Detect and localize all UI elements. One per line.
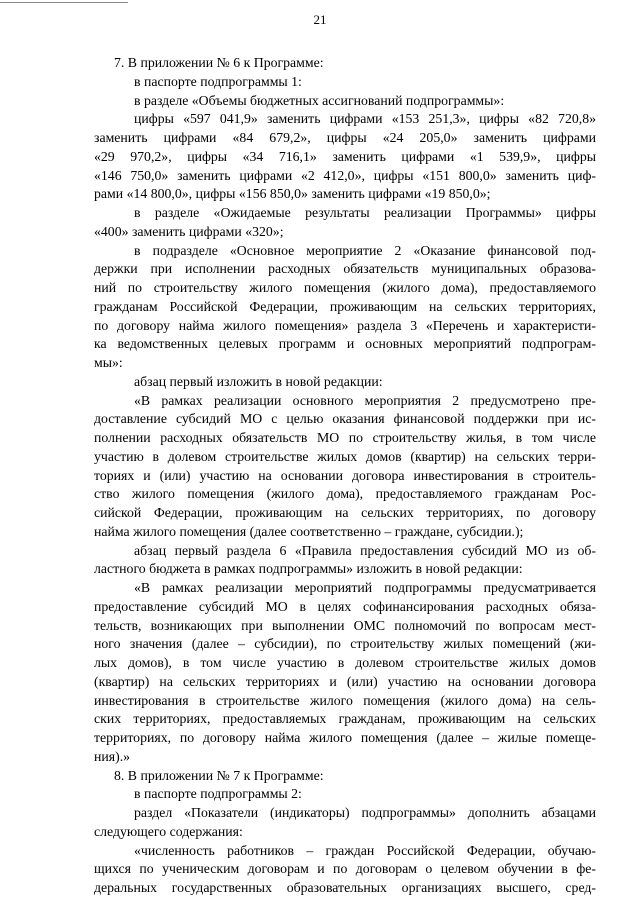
text-line: держки при исполнении расходных обязательств муниципальных образова- bbox=[94, 261, 596, 277]
text-line: абзац первый изложить в новой редакции: bbox=[134, 373, 383, 389]
text-line: инвестирования в строительстве жилого помещения (жилого дома) на сель- bbox=[94, 692, 596, 708]
text-line: рами «14 800,0», цифры «156 850,0» заменить цифрами «19 850,0»; bbox=[94, 186, 491, 202]
text-line: «146 750,0» заменить цифрами «2 412,0», цифры «151 800,0» заменить циф- bbox=[94, 167, 596, 183]
text-line: «В рамках реализации мероприятий подпрограммы предусматривается bbox=[134, 580, 596, 595]
text-line: ство жилого помещения (жилого дома), предоставляемого гражданам Рос- bbox=[94, 486, 596, 502]
text-line: сийской Федерации, проживающим на сельских территориях, по договору bbox=[94, 505, 596, 520]
text-line: предоставление субсидий МО в целях софинансирования расходных обяза- bbox=[94, 598, 596, 614]
top-left-rule bbox=[0, 2, 128, 3]
text-line: гражданам Российской Федерации, проживающим на сельских территориях, bbox=[94, 298, 596, 314]
text-line: ний по строительству жилого помещения (жилого дома), предоставляемого bbox=[94, 280, 596, 295]
text-line: деральных государственных образовательных организациях высшего, сред- bbox=[94, 880, 596, 895]
text-line: ских территориях, предоставляемых гражданам, проживающим на сельских bbox=[94, 711, 596, 727]
text-line: территориях, по договору найма жилого помещения (далее – жилые помеще- bbox=[94, 730, 596, 745]
text-line: раздел «Показатели (индикаторы) подпрограммы» дополнить абзацами bbox=[134, 805, 596, 820]
text-line: в разделе «Объемы бюджетных ассигнований подпрограммы»: bbox=[134, 92, 505, 108]
text-line: «численность работников – граждан Российской Федерации, обучаю- bbox=[134, 842, 596, 858]
text-line: заменить цифрами «84 679,2», цифры «24 205,0» заменить цифрами bbox=[94, 130, 596, 145]
text-line: следующего содержания: bbox=[94, 823, 243, 839]
text-line: в подразделе «Основное мероприятие 2 «Оказание финансовой под- bbox=[134, 242, 596, 258]
text-line: щихся по ученическим договорам и по договорам о целевом обучении в фе- bbox=[94, 861, 596, 877]
document-body bbox=[94, 54, 596, 898]
text-line: «400» заменить цифрами «320»; bbox=[94, 223, 284, 239]
text-line: «В рамках реализации основного мероприятия 2 предусмотрено пре- bbox=[134, 392, 596, 408]
text-line: «29 970,2», цифры «34 716,1» заменить цифрами «1 539,9», цифры bbox=[94, 148, 596, 164]
text-line: по договору найма жилого помещения» раздела 3 «Перечень и характеристи- bbox=[94, 317, 596, 333]
text-line: в паспорте подпрограммы 1: bbox=[134, 73, 302, 89]
page-number: 21 bbox=[313, 12, 327, 27]
text-line: в разделе «Ожидаемые результаты реализации Программы» цифры bbox=[134, 205, 596, 220]
text-line: абзац первый раздела 6 «Правила предоставления субсидий МО из об- bbox=[134, 542, 596, 558]
text-line: мы»: bbox=[94, 355, 123, 370]
text-line: ка ведомственных целевых программ и основных мероприятий подпрограм- bbox=[94, 336, 596, 352]
text-line: полнении расходных обязательств МО по строительству жилья, в том числе bbox=[94, 430, 596, 445]
text-line: доставление субсидий МО с целью оказания финансовой поддержки при ис- bbox=[94, 411, 596, 427]
text-line: (квартир) на сельских территориях и (или) участию на основании договора bbox=[94, 673, 596, 689]
text-line: найма жилого помещения (далее соответственно – граждане, субсидии.); bbox=[94, 523, 524, 539]
text-line: ластного бюджета в рамках подпрограммы» изложить в новой редакции: bbox=[94, 561, 523, 577]
text-line: ного значения (далее – субсидии), по строительству жилых помещений (жи- bbox=[94, 636, 596, 652]
text-line: 7. В приложении № 6 к Программе: bbox=[114, 55, 324, 70]
text-line: в паспорте подпрограммы 2: bbox=[134, 786, 302, 802]
text-line: цифры «597 041,9» заменить цифрами «153 251,3», цифры «82 720,8» bbox=[134, 111, 596, 127]
text-line: участию в долевом строительстве жилых домов (квартир) на сельских терри- bbox=[94, 448, 596, 464]
text-line: ния).» bbox=[94, 748, 131, 764]
text-line: 8. В приложении № 7 к Программе: bbox=[114, 767, 324, 783]
text-line: тельств, возникающих при выполнении ОМС полномочий по вопросам мест- bbox=[94, 617, 596, 633]
text-line: ториях и (или) участию на основании договора инвестирования в строитель- bbox=[94, 467, 596, 483]
text-line: лых домов), в том числе участию в долевом строительстве жилых домов bbox=[94, 655, 596, 670]
